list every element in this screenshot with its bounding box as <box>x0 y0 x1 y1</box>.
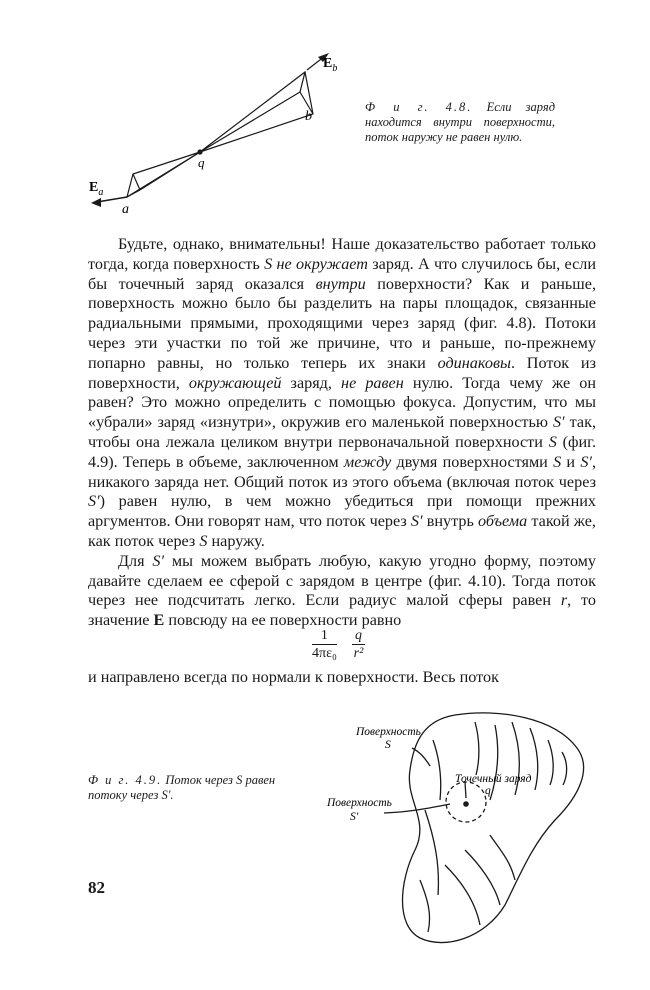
caption-label: Ф и г. 4.8. <box>365 100 473 114</box>
label-eb: $E_b$ <box>323 56 338 74</box>
surface-s <box>403 713 584 943</box>
label-a: a <box>122 202 129 217</box>
caption-text: Поток через S равен потоку через S′. <box>88 773 276 802</box>
label-q: q <box>198 155 205 170</box>
caption-fig-4-9 <box>88 773 303 803</box>
label-surface-s: Поверхность <box>356 726 421 738</box>
label-surface-s-prime: Поверхность <box>327 797 392 809</box>
caption-text: Если заряд находится внутри поверхности, поток наружу не равен нулю. <box>365 100 556 144</box>
paragraph-1: Будьте, однако, внимательны! Наше доказательство работает только тогда, когда поверхность S не окружает заряд. А что случилось бы, если бы точечный заряд оказался внутри поверхности? Как и раньше, поверхность можно было бы разделить на пары площадок, связанные радиальными прямыми, проходящими через заряд (фиг. 4.8). Потоки через эти участки по той же причине, что и раньше, по-прежнему попарно равны, но только теперь их знаки одинаковы. Поток из поверхности, окружающей заряд, не равен нулю. Тогда чему же он равен? Это можно определить с помощью фокуса. Допустим, что мы «убрали» заряд «изнутри», окружив его маленькой поверхностью S′ так, чтобы она лежала целиком внутри первоначальной поверхности S (фиг. 4.9). Теперь в объеме, заключенном между двумя поверхностями S и S′, никакого заряда нет. Общий поток из этого объема (включая поток через S′) равен нулю, в чем можно убедиться при помощи прежних аргументов. Они говорят нам, что поток через S′ внутрь объема такой же, как поток через S наружу. <box>88 235 597 550</box>
label-surface-s-prime-letter: S′ <box>350 811 359 823</box>
label-charge: Точечный заряд <box>455 773 532 785</box>
tail-text: и направлено всегда по нормали к поверхности. Весь поток <box>88 668 499 686</box>
figure-4-8 <box>85 52 370 222</box>
caption-label: Ф и г. 4.9. <box>88 773 163 787</box>
charge-point-q-icon <box>463 801 469 807</box>
fraction-1: $\frac{1}{\text{4πε₀}}$ <box>312 628 337 661</box>
formula <box>300 628 380 668</box>
figure-4-9 <box>300 700 600 950</box>
label-ea: $E_a$ <box>89 180 104 198</box>
label-b: b <box>305 109 312 124</box>
main-text <box>88 235 596 631</box>
paragraph-2: Для S′ мы можем выбрать любую, какую угодно форму, поэтому давайте сделаем ее сферой с зарядом в центре (фиг. 4.10). Тогда поток через нее подсчитать легко. Если радиус малой сферы равен r, то значение E повсюду на ее поверхности равно <box>88 551 597 630</box>
arrow-ea-icon <box>91 198 101 207</box>
label-charge-q: q <box>485 785 491 797</box>
charge-point-q <box>197 149 202 154</box>
caption-fig-4-8 <box>365 100 555 145</box>
fraction-2: $\frac{q}{\text{r²}}$ <box>353 628 364 661</box>
page-number: 82 <box>88 878 105 897</box>
label-surface-s-letter: S <box>385 739 391 751</box>
